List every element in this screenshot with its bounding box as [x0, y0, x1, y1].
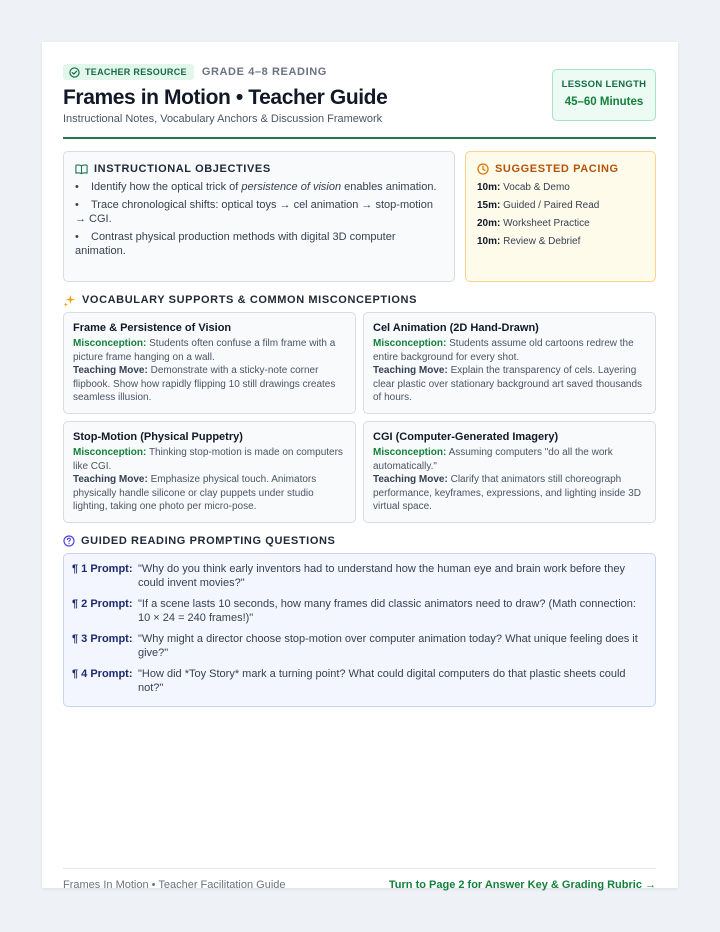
objectives-heading-text: INSTRUCTIONAL OBJECTIVES [94, 163, 271, 175]
objectives-heading [75, 162, 444, 176]
vocab-card-title: Cel Animation (2D Hand-Drawn) [373, 322, 539, 334]
vocab-card-title: Frame & Persistence of Vision [73, 322, 232, 334]
objective-item: • Trace chronological shifts: optical toys → cel animation → stop-motion → CGI. [75, 199, 433, 225]
objective-emphasis: persistence of vision [241, 181, 342, 193]
guided-heading-text: GUIDED READING PROMPTING QUESTIONS [81, 535, 336, 547]
prompt-row [72, 562, 645, 590]
sparkles-icon [63, 294, 76, 307]
objectives-list [75, 180, 444, 258]
teacher-resource-badge [63, 64, 194, 80]
pacing-row [477, 235, 645, 248]
pacing-heading-text: SUGGESTED PACING [495, 163, 619, 175]
pacing-time: 10m: [477, 182, 501, 193]
teaching-move-text [73, 473, 346, 514]
misconception-body: Students often confuse a film frame with a picture frame hanging on a wall. [73, 338, 336, 363]
pacing-row [477, 217, 645, 230]
vocab-card [363, 312, 656, 414]
pacing-time: 20m: [477, 218, 501, 229]
teaching-move-label: Teaching Move: [373, 365, 448, 376]
prompts-panel [63, 553, 656, 707]
vocab-card [63, 312, 356, 414]
prompt-label: ¶ 1 Prompt: [72, 563, 133, 575]
lesson-length-box [552, 69, 656, 121]
open-book-icon [75, 163, 88, 175]
pacing-activity: Review & Debrief [503, 236, 581, 247]
teaching-move-label: Teaching Move: [73, 365, 148, 376]
prompt-row [72, 632, 645, 660]
objective-text: Identify how the optical trick of [91, 181, 242, 193]
prompt-row [72, 667, 645, 695]
misconception-body: Students assume old cartoons redrew the entire background for every shot. [373, 338, 634, 363]
objective-item: • Identify how the optical trick of persistence of vision enables animation. [75, 181, 437, 193]
page-footer [63, 868, 656, 891]
teaching-move-body: Demonstrate with a sticky-note corner flipbook. Show how rapidly flipping 10 still drawings creates seamless illusion. [73, 365, 336, 403]
prompt-label: ¶ 2 Prompt: [72, 598, 133, 610]
teaching-move-text [373, 364, 646, 405]
prompt-text: "If a scene lasts 10 seconds, how many frames did classic animators need to draw? (Math connection: 10 × 24 = 240 frames!)" [138, 598, 636, 624]
prompt-label: ¶ 3 Prompt: [72, 633, 133, 645]
prompt-label: ¶ 4 Prompt: [72, 668, 133, 680]
objectives-panel [63, 151, 455, 282]
worksheet-page [42, 42, 678, 891]
objective-item: • Contrast physical production methods with digital 3D computer animation. [75, 231, 396, 257]
objective-text-end: enables animation. [341, 181, 437, 193]
pacing-time: 15m: [477, 200, 501, 211]
header-divider [63, 137, 656, 139]
teaching-move-body: Emphasize physical touch. Animators physically handle silicone or clay puppets under studio lighting, taking one photo per micro-pose. [73, 474, 317, 512]
teaching-move-body: Explain the transparency of cels. Layering clear plastic over stationary background art saved thousands of hours. [373, 365, 643, 403]
footer-title: Frames In Motion • Teacher Facilitation Guide [63, 879, 286, 891]
prompt-text: "Why might a director choose stop-motion over computer animation today? What unique feeling does it give?" [138, 633, 638, 659]
teaching-move-label: Teaching Move: [373, 474, 448, 485]
misconception-body: Thinking stop-motion is made on computers like CGI. [73, 447, 343, 472]
vocab-heading-text: VOCABULARY SUPPORTS & COMMON MISCONCEPTIONS [82, 294, 418, 306]
check-circle-icon [69, 67, 80, 78]
pacing-activity: Vocab & Demo [503, 182, 570, 193]
pacing-time: 10m: [477, 236, 501, 247]
pacing-row [477, 181, 645, 194]
guided-heading [63, 534, 335, 548]
teaching-move-text [73, 364, 346, 405]
misconception-text [373, 446, 646, 473]
page-content [63, 64, 656, 891]
prompt-text: "How did *Toy Story* mark a turning point? What could digital computers do that plastic sheets could not?" [138, 668, 626, 694]
teaching-move-label: Teaching Move: [73, 474, 148, 485]
clock-icon [477, 163, 489, 175]
pacing-activity: Guided / Paired Read [503, 200, 600, 211]
misconception-label: Misconception: [73, 447, 147, 458]
vocab-heading [63, 293, 417, 307]
next-page-link[interactable]: Turn to Page 2 for Answer Key & Grading Rubric → [388, 879, 656, 891]
objective-text: Trace chronological shifts: optical toys → cel animation → stop-motion → CGI. [75, 199, 433, 225]
badge-label: TEACHER RESOURCE [85, 67, 187, 77]
misconception-text [373, 337, 646, 364]
misconception-label: Misconception: [373, 338, 447, 349]
lesson-length-label: LESSON LENGTH [561, 79, 647, 90]
vocab-card [363, 421, 656, 523]
misconception-body: Assuming computers "do all the work automatically." [373, 447, 613, 472]
pacing-row [477, 199, 645, 212]
grade-label: GRADE 4–8 READING [201, 66, 327, 78]
prompt-row [72, 597, 645, 625]
misconception-text [73, 446, 346, 473]
misconception-label: Misconception: [373, 447, 447, 458]
question-circle-icon [63, 535, 75, 547]
vocab-card-title: CGI (Computer-Generated Imagery) [373, 431, 559, 443]
pacing-heading [477, 162, 645, 176]
page-subtitle: Instructional Notes, Vocabulary Anchors & Discussion Framework [63, 113, 383, 125]
teaching-move-body: Clarify that animators still choreograph performance, keyframes, expressions, and lighting inside 3D virtual space. [373, 474, 641, 512]
misconception-label: Misconception: [73, 338, 147, 349]
prompt-text: "Why do you think early inventors had to understand how the human eye and brain work before they could invent movies?" [138, 563, 625, 589]
page-title: Frames in Motion • Teacher Guide [63, 86, 388, 109]
pacing-activity: Worksheet Practice [503, 218, 590, 229]
objective-text: Contrast physical production methods with digital 3D computer animation. [75, 231, 396, 257]
misconception-text [73, 337, 346, 364]
vocab-card-title: Stop-Motion (Physical Puppetry) [73, 431, 243, 443]
teaching-move-text [373, 473, 646, 514]
lesson-length-value: 45–60 Minutes [564, 96, 644, 108]
vocab-card [63, 421, 356, 523]
pacing-panel [465, 151, 656, 282]
